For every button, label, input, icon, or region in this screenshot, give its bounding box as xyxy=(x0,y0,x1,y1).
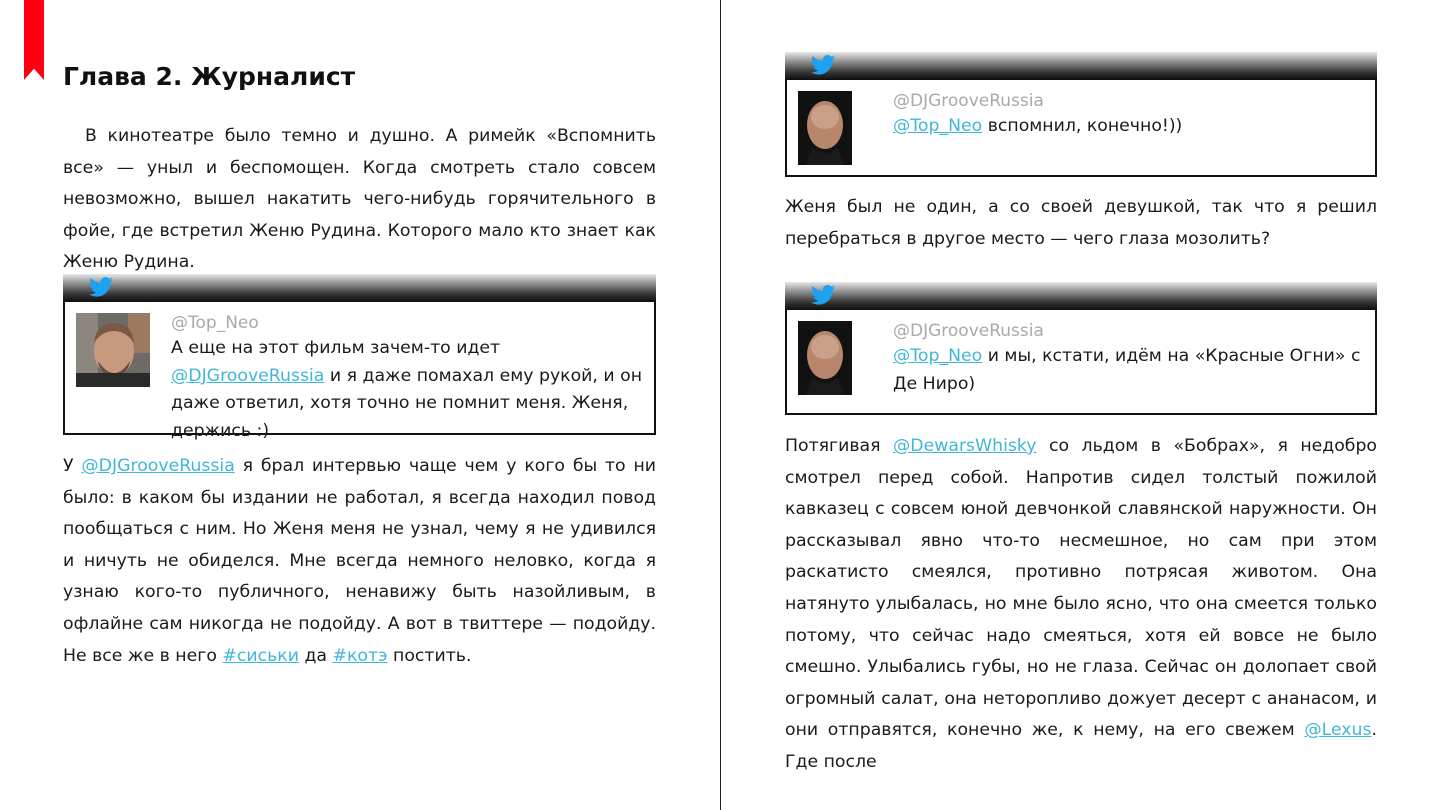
tweet-body xyxy=(785,310,1377,415)
tweet-content xyxy=(893,89,1365,141)
avatar-photo xyxy=(798,321,852,395)
para-body: со льдом в «Бобрах», я недобро смотрел перед собой. Напротив сидел толстый пожилой кавказец с совсем юной девчонкой славянской наружности. Он рассказывал явно что-то несмешное, но сам при этом раскатисто смеялся, противно потрясая животом. Она натянуто улыбалась, но мне было ясно, что она смеется только потому, что сейчас надо смеяться, хотя ей вовсе не было смешно. Улыбались губы, но не глаза. Сейчас он долопает свой огромный салат, она неторопливо дожует десерт с ананасом, и они отправятся, конечно же, к нему, на его свежем xyxy=(785,436,1377,741)
tweet-text xyxy=(171,335,644,445)
tweet-header-bar xyxy=(785,52,1377,80)
twitter-bird-icon xyxy=(89,277,113,297)
tweet-content xyxy=(893,319,1365,398)
tweet-handle[interactable]: @DJGrooveRussia xyxy=(893,91,1044,111)
tweet-text xyxy=(893,343,1365,398)
tweet-card-top-neo xyxy=(63,274,656,441)
para-middle: да xyxy=(298,645,333,666)
page-divider xyxy=(720,0,721,810)
tweet-handle[interactable]: @DJGrooveRussia xyxy=(893,321,1044,341)
tweet-text-body: вспомнил, конечно!)) xyxy=(982,116,1183,136)
tweet-header-bar xyxy=(785,282,1377,310)
paragraph-intro: В кинотеатре было темно и душно. А римейк «Вспомнить все» — уныл и беспомощен. Когда смотреть стало совсем невозможно, вышел накатить чего-нибудь горячительного в фойе, где встретил Женю Рудина. Которого мало кто знает как Женю Рудина. xyxy=(63,126,656,273)
tweet-content xyxy=(171,311,644,445)
avatar-top-neo[interactable] xyxy=(76,313,150,387)
para-prefix: У xyxy=(63,456,82,476)
para-end: . Где после xyxy=(785,720,1377,772)
tweet-text xyxy=(893,113,1365,141)
twitter-bird-icon xyxy=(811,285,835,305)
tweet-handle[interactable]: @Top_Neo xyxy=(171,313,259,333)
mention-link[interactable]: @Lexus xyxy=(1304,720,1372,741)
tweet-card-dj-1 xyxy=(785,52,1377,177)
avatar-dj[interactable] xyxy=(798,321,852,395)
para-body: я брал интервью чаще чем у кого бы то ни было: в каком бы издании не работал, я всегда находил повод пообщаться с ним. Но Женя меня не узнал, чему я не удивился и ничуть не обиделся. Мне всегда немного неловко, когда я узнаю кого-то публичного, ненавижу быть назойливым, в офлайне сам никогда не подойду. А вот в твиттере — подойду. Не все же в него xyxy=(63,456,657,666)
tweet-header-bar xyxy=(63,274,656,302)
tweet-text-body: и мы, кстати, идём на «Красные Огни» с Де Ниро) xyxy=(893,346,1361,394)
bookmark-ribbon xyxy=(24,0,44,80)
mention-link[interactable]: @DJGrooveRussia xyxy=(171,365,325,386)
para-end: постить. xyxy=(387,645,472,666)
para-prefix: Потягивая xyxy=(785,436,893,456)
avatar-dj[interactable] xyxy=(798,91,852,165)
tweet-text-after: и я даже помахал ему рукой, и он даже ответил, хотя точно не помнит меня. Женя, держись :) xyxy=(171,365,642,441)
tweet-body xyxy=(785,80,1377,177)
twitter-bird-icon xyxy=(811,55,835,75)
tweet-body xyxy=(63,302,656,441)
mention-link[interactable]: @Top_Neo xyxy=(893,346,983,366)
chapter-title: Глава 2. Журналист xyxy=(63,62,356,91)
paragraph-interview xyxy=(63,451,656,672)
mention-link[interactable]: @DewarsWhisky xyxy=(893,436,1037,456)
mention-link[interactable]: @Top_Neo xyxy=(893,116,983,136)
tweet-card-dj-2 xyxy=(785,282,1377,415)
avatar-photo xyxy=(76,313,150,387)
tweet-text-before: А еще на этот фильм зачем-то идет xyxy=(171,338,501,358)
paragraph-bobry xyxy=(785,431,1377,779)
hashtag-link[interactable]: #котэ xyxy=(332,645,388,666)
mention-link[interactable]: @DJGrooveRussia xyxy=(81,456,235,476)
avatar-photo xyxy=(798,91,852,165)
paragraph-girlfriend: Женя был не один, а со своей девушкой, так что я решил перебраться в другое место — чего глаза мозолить? xyxy=(785,197,1377,249)
hashtag-link[interactable]: #сиськи xyxy=(222,645,299,666)
